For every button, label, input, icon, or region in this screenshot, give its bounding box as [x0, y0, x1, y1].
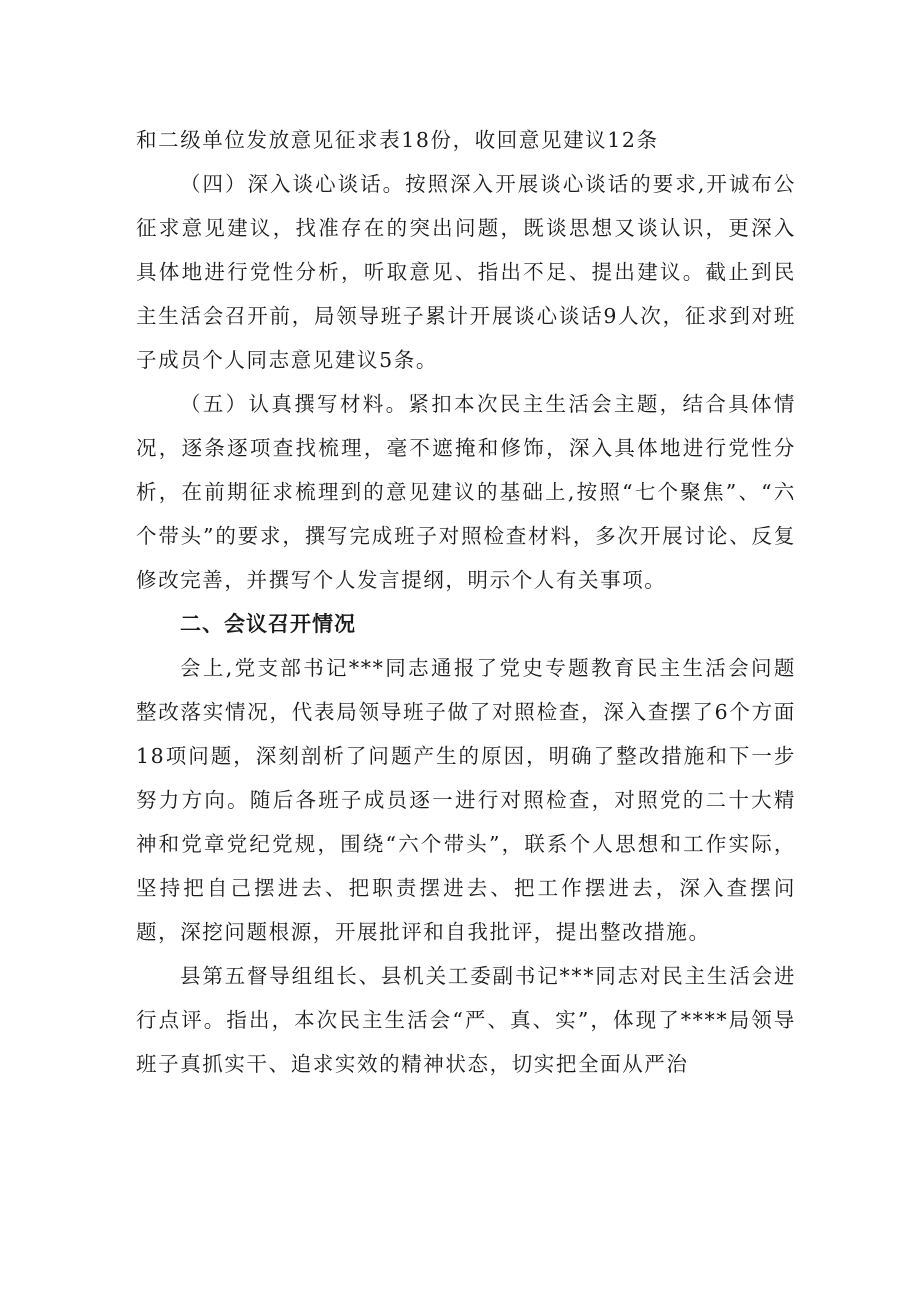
paragraph-meeting-report: 会上,党支部书记***同志通报了党史专题教育民主生活会问题整改落实情况，代表局领导班子做了对照检查，深入查摆了6个方面18项问题，深刻剖析了问题产生的原因，明确了整改措施和下一步努力方向。随后各班子成员逐一进行对照检查，对照党的二十大精神和党章党纪党规，围绕“六个带头”，联系个人思想和工作实际，坚持把自己摆进去、把职责摆进去、把工作摆进去，深入查摆问题，深挖问题根源，开展批评和自我批评，提出整改措施。: [136, 656, 796, 944]
document-body: [136, 118, 796, 1086]
paragraph-heart-to-heart-talks: （四）深入谈心谈话。按照深入开展谈心谈话的要求,开诚布公征求意见建议，找准存在的突出问题，既谈思想又谈认识，更深入具体地进行党性分析，听取意见、指出不足、提出建议。截止到民主生活会召开前，局领导班子累计开展谈心谈话9人次，征求到对班子成员个人同志意见建议5条。: [136, 172, 796, 372]
paragraph-supervisor-comment: 县第五督导组组长、县机关工委副书记***同志对民主生活会进行点评。指出，本次民主生活会“严、真、实”，体现了****局领导班子真抓实干、追求实效的精神状态，切实把全面从严治: [136, 964, 796, 1076]
paragraph-continuation: 和二级单位发放意见征求表18份，收回意见建议12条: [136, 128, 659, 152]
section-heading-meeting: 二、会议召开情况: [180, 612, 356, 636]
paragraph-writing-materials: （五）认真撰写材料。紧扣本次民主生活会主题，结合具体情况，逐条逐项查找梳理，毫不遮掩和修饰，深入具体地进行党性分析，在前期征求梳理到的意见建议的基础上,按照“七个聚焦”、“六个带头”的要求，撰写完成班子对照检查材料，多次开展讨论、反复修改完善，并撰写个人发言提纲，明示个人有关事项。: [136, 392, 796, 592]
